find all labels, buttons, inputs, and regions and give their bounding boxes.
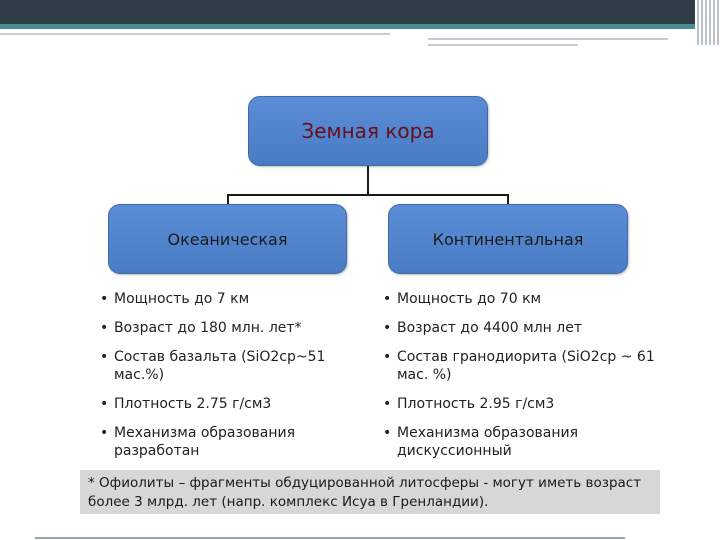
continental-node-label: Континентальная: [432, 229, 584, 249]
connector-horizontal: [227, 194, 509, 196]
oceanic-node-label: Океаническая: [167, 229, 288, 249]
list-item: • Мощность до 70 км: [383, 290, 683, 308]
oceanic-properties-list: [100, 290, 360, 471]
list-item: • Состав базальта (SiO2ср~51 мас.%): [100, 348, 360, 384]
header-accent-band: [0, 24, 720, 29]
continental-node: [388, 204, 628, 274]
list-item: • Возраст до 180 млн. лет*: [100, 319, 360, 337]
root-node: [248, 96, 488, 166]
connector-vertical: [367, 166, 369, 195]
slide-header-bar: [0, 0, 720, 26]
header-stripe-decoration: [695, 0, 720, 45]
header-dark-band: [0, 0, 720, 24]
list-item: • Механизма образования дискуссионный: [383, 424, 683, 460]
continental-properties-list: [383, 290, 683, 471]
header-rule: [428, 44, 578, 46]
list-item: • Плотность 2.75 г/см3: [100, 395, 360, 413]
connector-left-drop: [227, 194, 229, 204]
list-item: • Механизма образования разработан: [100, 424, 360, 460]
list-item: • Возраст до 4400 млн лет: [383, 319, 683, 337]
connector-right-drop: [507, 194, 509, 204]
root-node-label: Земная кора: [301, 119, 435, 143]
header-rule: [0, 33, 390, 35]
oceanic-node: [108, 204, 347, 274]
header-rule: [428, 38, 668, 40]
list-item: • Состав гранодиорита (SiO2ср ~ 61 мас. %): [383, 348, 683, 384]
footer-rule: [35, 537, 625, 539]
list-item: • Мощность до 7 км: [100, 290, 360, 308]
list-item: • Плотность 2.95 г/см3: [383, 395, 683, 413]
footnote: * Офиолиты – фрагменты обдуцированной литосферы - могут иметь возраст более 3 млрд. лет (напр. комплекс Исуа в Гренландии).: [80, 470, 660, 514]
